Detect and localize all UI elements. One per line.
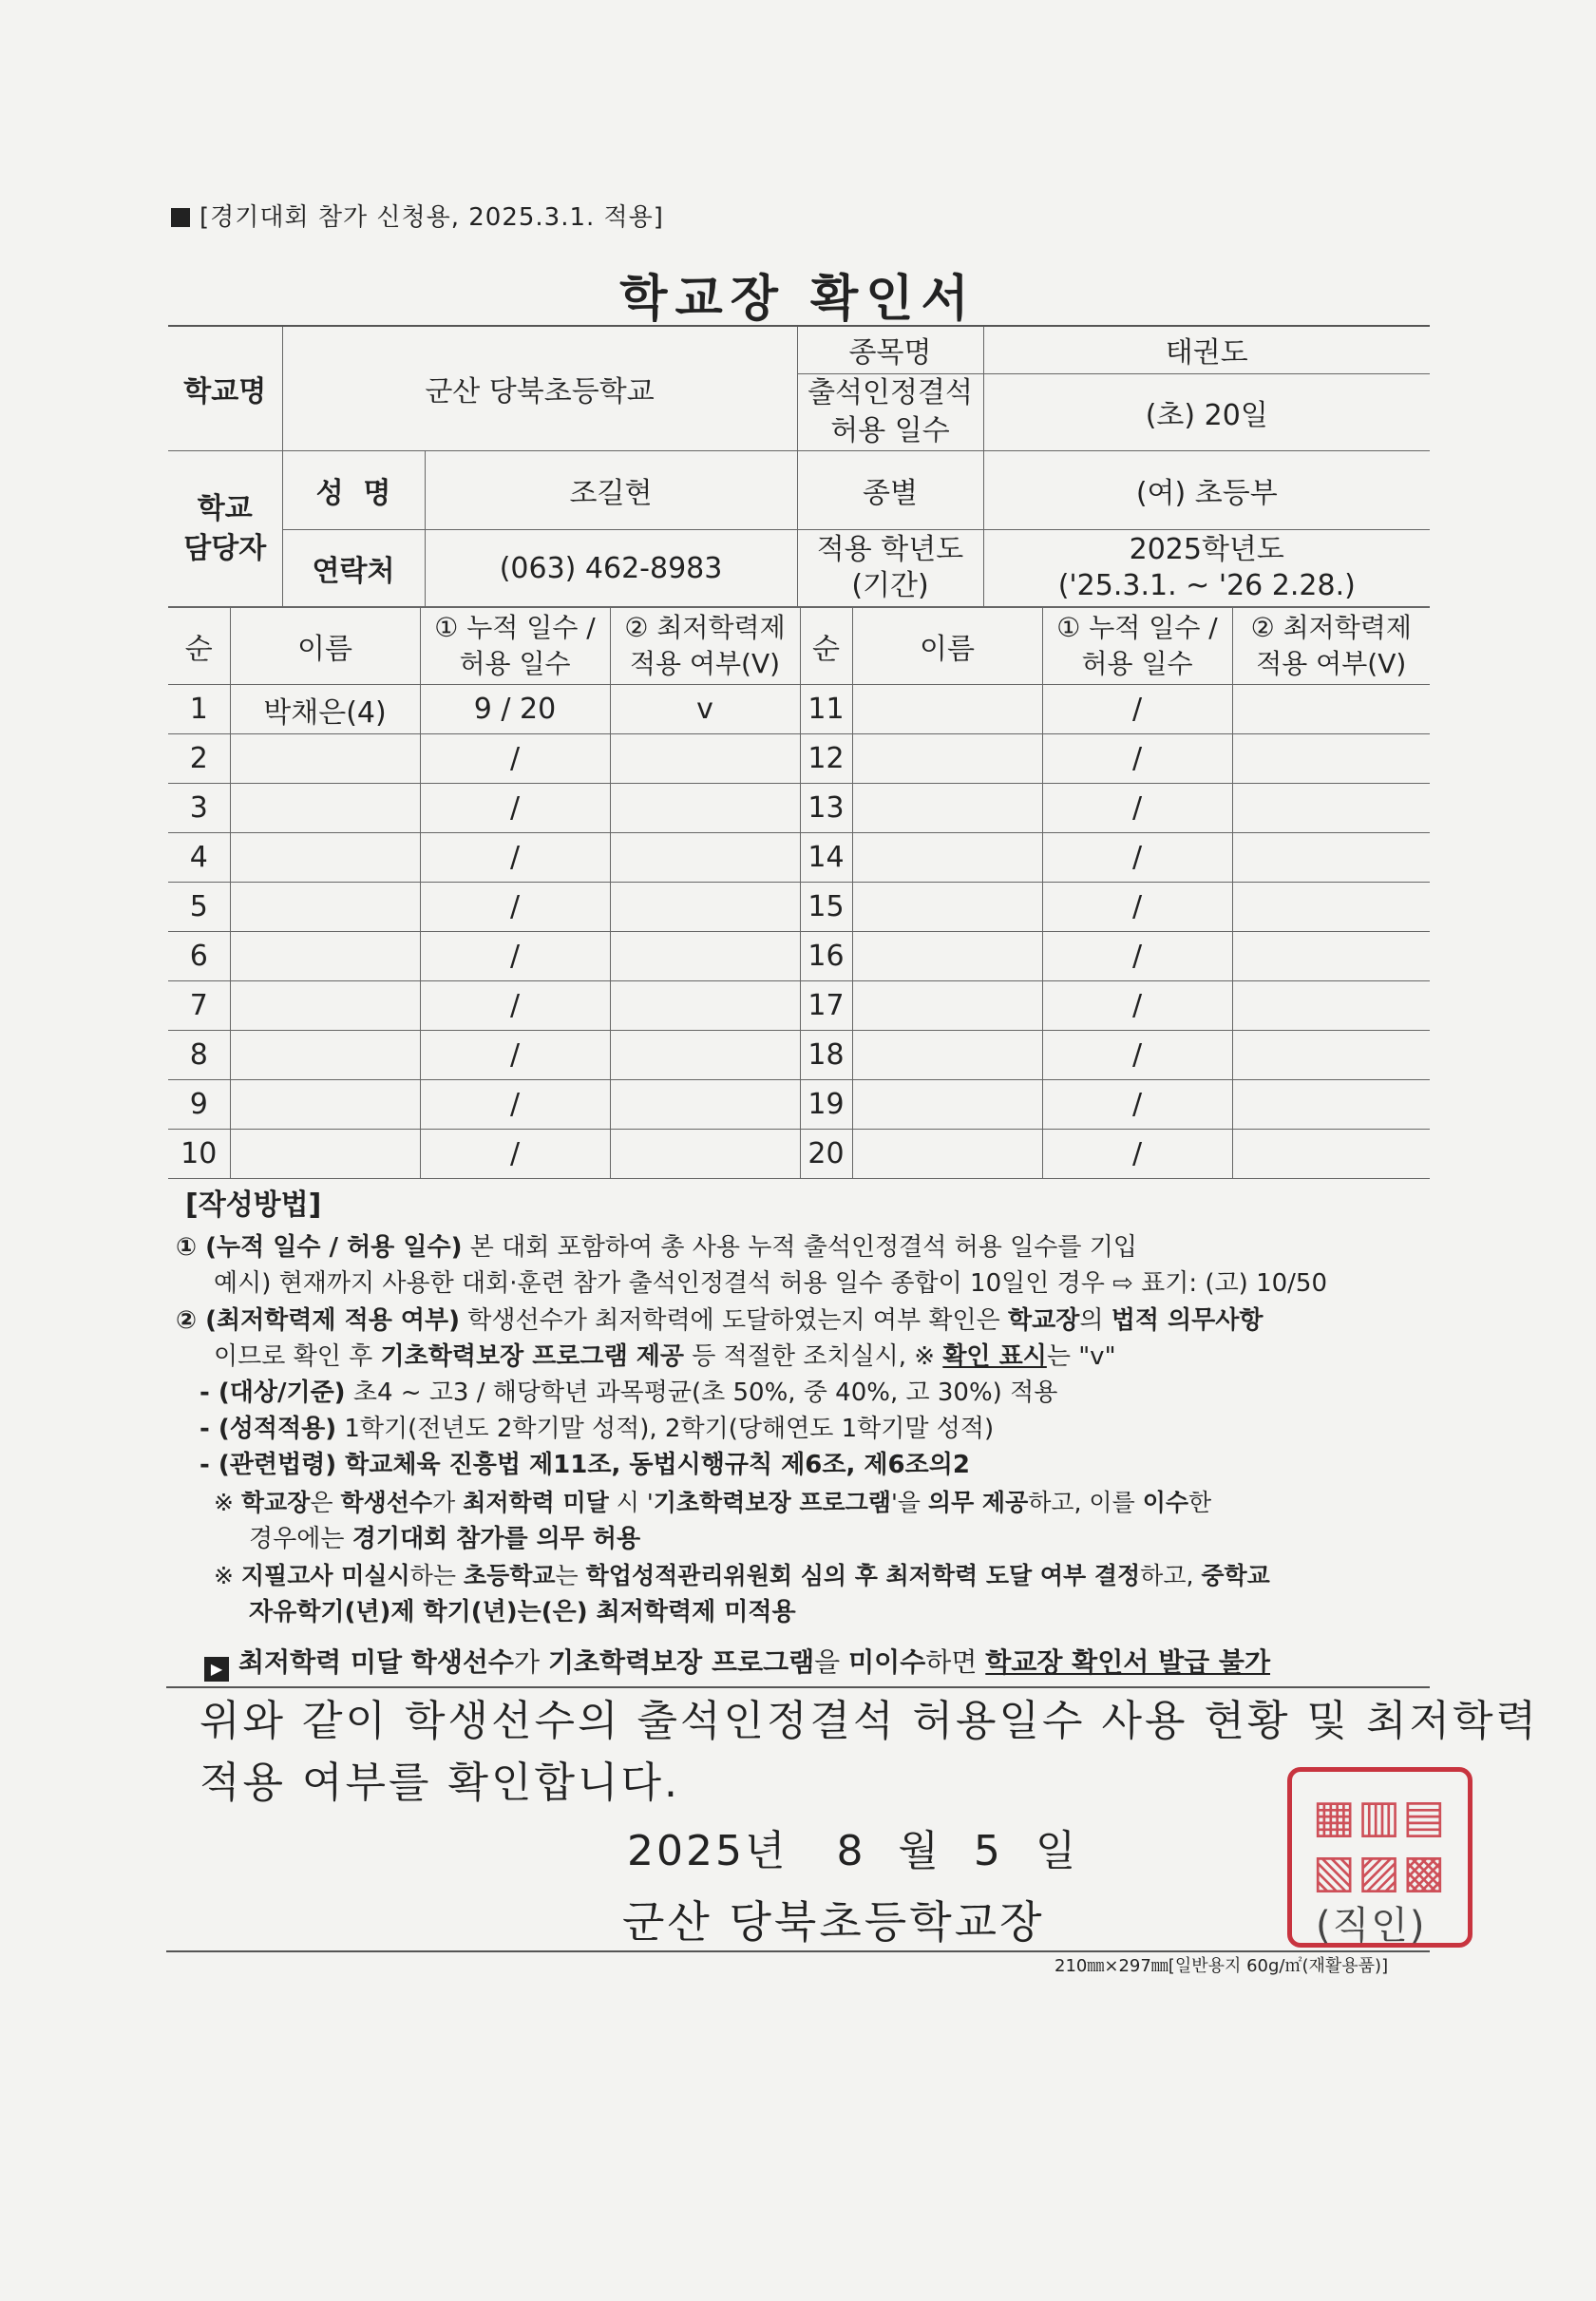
student-min-check: v xyxy=(610,685,800,734)
confirm-line-1: 위와 같이 학생선수의 출석인정결석 허용일수 사용 현황 및 최저학력 xyxy=(200,1697,1539,1745)
row-number: 16 xyxy=(800,932,852,981)
row-number: 18 xyxy=(800,1031,852,1080)
table-row xyxy=(168,981,1430,1031)
student-min-check xyxy=(1232,784,1430,833)
student-name xyxy=(852,932,1042,981)
table-row xyxy=(168,734,1430,784)
sport-label: 종목명 xyxy=(797,326,983,373)
col-days-header: ① 누적 일수 / 허용 일수 xyxy=(420,607,610,685)
col-min-header: ② 최저학력제 적용 여부(V) xyxy=(610,607,800,685)
row-number: 14 xyxy=(800,833,852,883)
student-name xyxy=(852,1031,1042,1080)
table-row xyxy=(168,833,1430,883)
table-row xyxy=(168,784,1430,833)
student-name: 박채은(4) xyxy=(230,685,420,734)
student-days: / xyxy=(1042,1130,1232,1179)
table-row xyxy=(168,1130,1430,1179)
student-name xyxy=(230,734,420,784)
student-days: / xyxy=(1042,981,1232,1031)
student-name xyxy=(852,1130,1042,1179)
row-number: 4 xyxy=(168,833,230,883)
student-min-check xyxy=(610,734,800,784)
student-min-check xyxy=(610,883,800,932)
student-name xyxy=(852,734,1042,784)
student-name xyxy=(230,833,420,883)
student-days: / xyxy=(420,883,610,932)
row-number: 12 xyxy=(800,734,852,784)
student-days: 9 / 20 xyxy=(420,685,610,734)
instruction-2-line2: 이므로 확인 후 기초학력보장 프로그램 제공 등 적절한 조치실시, ※ 확인 표시는 "v" xyxy=(214,1342,1116,1371)
row-number: 9 xyxy=(168,1080,230,1130)
instruction-1: ① (누적 일수 / 허용 일수) 본 대회 포함하여 총 사용 누적 출석인정결석 허용 일수를 기입 xyxy=(176,1233,1138,1262)
row-number: 11 xyxy=(800,685,852,734)
manager-label: 학교 담당자 xyxy=(168,450,282,607)
school-label: 학교명 xyxy=(168,326,282,450)
student-name xyxy=(230,1031,420,1080)
final-warning: ▶ 최저학력 미달 학생선수가 기초학력보장 프로그램을 미이수하면 학교장 확인서 발급 불가 xyxy=(204,1642,1270,1682)
allowed-days-value: (초) 20일 xyxy=(983,373,1430,450)
student-min-check xyxy=(610,784,800,833)
note-2-line2: 자유학기(년)제 학기(년)는(은) 최저학력제 미적용 xyxy=(249,1598,796,1626)
student-name xyxy=(852,981,1042,1031)
sport-value: 태권도 xyxy=(983,326,1430,373)
student-name xyxy=(230,981,420,1031)
note-1-line2: 경우에는 경기대회 참가를 의무 허용 xyxy=(249,1525,641,1553)
student-days: / xyxy=(1042,883,1232,932)
student-days: / xyxy=(1042,784,1232,833)
row-number: 3 xyxy=(168,784,230,833)
student-days: / xyxy=(420,932,610,981)
header-note: [경기대회 참가 신청용, 2025.3.1. 적용] xyxy=(171,198,664,233)
row-number: 1 xyxy=(168,685,230,734)
students-table xyxy=(168,606,1430,1179)
student-days: / xyxy=(1042,1080,1232,1130)
student-min-check xyxy=(1232,981,1430,1031)
paper-spec: 210㎜×297㎜[일반용지 60g/㎡(재활용품)] xyxy=(1054,1956,1389,1976)
student-days: / xyxy=(420,1031,610,1080)
name-label: 성 명 xyxy=(282,450,425,529)
row-number: 8 xyxy=(168,1031,230,1080)
square-bullet-icon xyxy=(171,208,190,227)
student-min-check xyxy=(610,1130,800,1179)
note-1: ※ 학교장은 학생선수가 최저학력 미달 시 '기초학력보장 프로그램'을 의무 제공하고, 이를 이수한 xyxy=(214,1489,1212,1516)
instructions-title: [작성방법] xyxy=(185,1189,322,1222)
confirm-line-2: 적용 여부를 확인합니다. xyxy=(200,1759,680,1807)
issue-date: 2025년 8 월 5 일 xyxy=(627,1827,1079,1875)
col-name-header-2: 이름 xyxy=(852,607,1042,685)
row-number: 5 xyxy=(168,883,230,932)
contact-value: (063) 462-8983 xyxy=(425,529,797,607)
col-min-header-2: ② 최저학력제 적용 여부(V) xyxy=(1232,607,1430,685)
manager-name: 조길현 xyxy=(425,450,797,529)
instruction-2: ② (최저학력제 적용 여부) 학생선수가 최저학력에 도달하였는지 여부 확인은 학교장의 법적 의무사항 xyxy=(176,1306,1264,1335)
student-min-check xyxy=(610,932,800,981)
row-number: 13 xyxy=(800,784,852,833)
student-min-check xyxy=(1232,685,1430,734)
school-name: 군산 당북초등학교 xyxy=(282,326,797,450)
row-number: 2 xyxy=(168,734,230,784)
student-days: / xyxy=(420,1130,610,1179)
student-name xyxy=(852,833,1042,883)
table-row xyxy=(168,932,1430,981)
student-min-check xyxy=(610,981,800,1031)
row-number: 19 xyxy=(800,1080,852,1130)
detail-target: - (대상/기준) 초4 ~ 고3 / 해당학년 과목평균(초 50%, 중 40%, 고 30%) 적용 xyxy=(200,1379,1058,1407)
student-name xyxy=(852,784,1042,833)
student-min-check xyxy=(1232,883,1430,932)
student-min-check xyxy=(610,833,800,883)
detail-grades: - (성적적용) 1학기(전년도 2학기말 성적), 2학기(당해연도 1학기말 성적) xyxy=(200,1415,995,1443)
row-number: 6 xyxy=(168,932,230,981)
gender-label: 종별 xyxy=(797,450,983,529)
gender-value: (여) 초등부 xyxy=(983,450,1430,529)
table-row xyxy=(168,1031,1430,1080)
student-min-check xyxy=(1232,734,1430,784)
info-table xyxy=(168,325,1430,608)
note-2: ※ 지필고사 미실시하는 초등학교는 학업성적관리위원회 심의 후 최저학력 도달 여부 결정하고, 중학교 xyxy=(214,1562,1270,1589)
student-days: / xyxy=(1042,833,1232,883)
student-min-check xyxy=(1232,1080,1430,1130)
row-number: 17 xyxy=(800,981,852,1031)
table-row xyxy=(168,685,1430,734)
student-days: / xyxy=(1042,1031,1232,1080)
table-row xyxy=(168,883,1430,932)
student-min-check xyxy=(1232,932,1430,981)
table-row xyxy=(168,1080,1430,1130)
arrow-box-icon: ▶ xyxy=(204,1657,229,1682)
row-number: 20 xyxy=(800,1130,852,1179)
year-value: 2025학년도 ('25.3.1. ~ '26 2.28.) xyxy=(983,529,1430,607)
row-number: 15 xyxy=(800,883,852,932)
detail-law: - (관련법령) 학교체육 진흥법 제11조, 동법시행규칙 제6조, 제6조의2 xyxy=(200,1451,970,1479)
student-name xyxy=(852,883,1042,932)
student-days: / xyxy=(420,981,610,1031)
student-days: / xyxy=(420,784,610,833)
row-number: 7 xyxy=(168,981,230,1031)
student-min-check xyxy=(1232,1130,1430,1179)
divider xyxy=(166,1686,1430,1688)
col-days-header-2: ① 누적 일수 / 허용 일수 xyxy=(1042,607,1232,685)
student-name xyxy=(852,685,1042,734)
student-days: / xyxy=(420,1080,610,1130)
col-no-header-2: 순 xyxy=(800,607,852,685)
student-name xyxy=(230,883,420,932)
official-seal-icon: ▦▥▤ ▧▨▩ xyxy=(1287,1767,1472,1948)
student-name xyxy=(230,932,420,981)
issuer-name: 군산 당북초등학교장 xyxy=(622,1896,1045,1948)
contact-label: 연락처 xyxy=(282,529,425,607)
student-name xyxy=(230,1130,420,1179)
year-label: 적용 학년도 (기간) xyxy=(797,529,983,607)
row-number: 10 xyxy=(168,1130,230,1179)
student-name xyxy=(230,1080,420,1130)
student-days: / xyxy=(420,734,610,784)
students-header-row xyxy=(168,607,1430,685)
student-days: / xyxy=(1042,932,1232,981)
seal-mark-label: (직인) xyxy=(1316,1904,1427,1948)
student-min-check xyxy=(610,1080,800,1130)
col-no-header: 순 xyxy=(168,607,230,685)
student-min-check xyxy=(1232,833,1430,883)
student-min-check xyxy=(1232,1031,1430,1080)
col-name-header: 이름 xyxy=(230,607,420,685)
student-days: / xyxy=(1042,685,1232,734)
instruction-1-example: 예시) 현재까지 사용한 대회·훈련 참가 출석인정결석 허용 일수 종합이 10일인 경우 ⇨ 표기: (고) 10/50 xyxy=(214,1269,1328,1298)
student-min-check xyxy=(610,1031,800,1080)
page-title: 학교장 확인서 xyxy=(619,271,977,328)
student-name xyxy=(230,784,420,833)
student-days: / xyxy=(1042,734,1232,784)
student-name xyxy=(852,1080,1042,1130)
allowed-days-label: 출석인정결석 허용 일수 xyxy=(797,373,983,450)
student-days: / xyxy=(420,833,610,883)
